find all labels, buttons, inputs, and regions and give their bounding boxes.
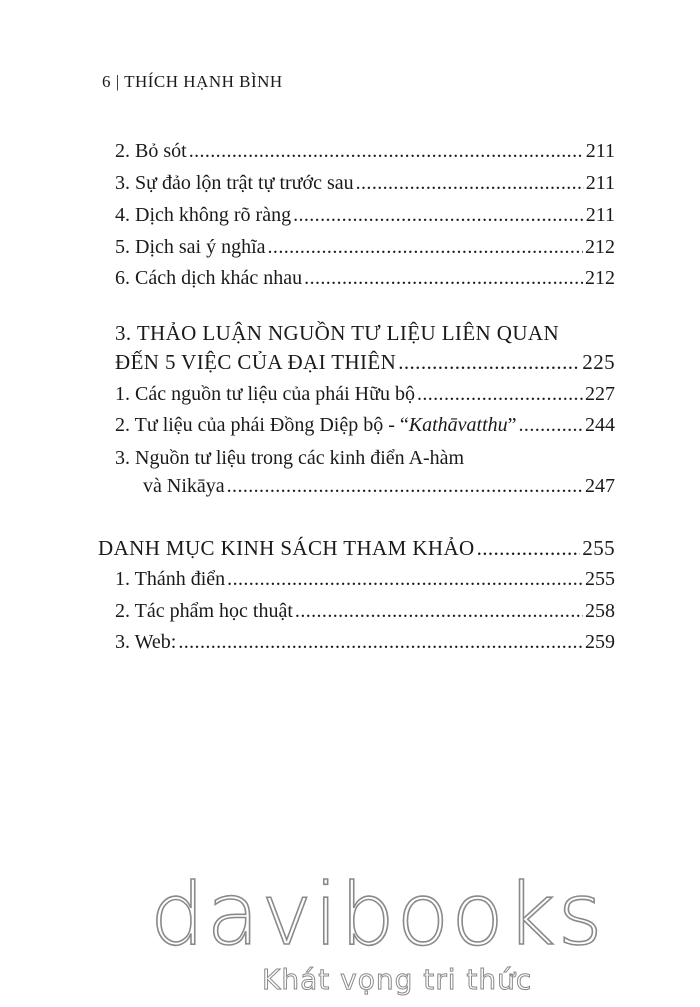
dot-leader bbox=[304, 266, 583, 290]
dot-leader bbox=[227, 567, 583, 591]
toc-entry-line1: 3. Nguồn tư liệu trong các kinh điển A-hàm bbox=[115, 447, 465, 469]
toc-section-entry bbox=[98, 536, 615, 560]
toc-entry bbox=[115, 203, 615, 227]
toc-entry-label: và Nikāya bbox=[143, 475, 225, 497]
header-author: THÍCH HẠNH BÌNH bbox=[124, 72, 283, 91]
toc-entry-label: 2. Tác phẩm học thuật bbox=[115, 600, 293, 622]
toc-entry-label: 3. Web: bbox=[115, 631, 177, 653]
toc-entry bbox=[115, 235, 615, 259]
toc-entry bbox=[115, 139, 615, 163]
toc-entry-page: 259 bbox=[585, 631, 615, 653]
section-title-line2: ĐẾN 5 VIỆC CỦA ĐẠI THIÊN bbox=[115, 350, 397, 374]
toc-entry bbox=[143, 474, 615, 498]
toc-entry-label: 1. Thánh điển bbox=[115, 568, 226, 590]
toc-entry-page: 255 bbox=[582, 536, 615, 560]
toc-entry-page: 258 bbox=[585, 600, 615, 622]
header-separator: | bbox=[115, 72, 120, 91]
label-suffix: ” bbox=[507, 414, 517, 436]
label-italic: Kathāvatthu bbox=[408, 414, 508, 436]
toc-entry-label: 2. Bỏ sót bbox=[115, 140, 187, 162]
toc-entry-page: 211 bbox=[585, 172, 615, 194]
toc-entry bbox=[115, 382, 615, 406]
toc-entry-page: 255 bbox=[585, 568, 615, 590]
dot-leader bbox=[268, 235, 583, 259]
dot-leader bbox=[477, 536, 581, 560]
toc-entry bbox=[115, 630, 615, 654]
toc-entry bbox=[115, 567, 615, 591]
toc-entry-label: 6. Cách dịch khác nhau bbox=[115, 267, 303, 289]
dot-leader bbox=[295, 599, 583, 623]
dot-leader bbox=[398, 350, 580, 374]
header-page-number: 6 bbox=[102, 72, 111, 91]
dot-leader bbox=[356, 171, 584, 195]
toc-entry bbox=[115, 413, 615, 437]
bibliography-title: DANH MỤC KINH SÁCH THAM KHẢO bbox=[98, 536, 475, 560]
toc-entry bbox=[115, 266, 615, 290]
toc-entry-label: 3. Sự đảo lộn trật tự trước sau bbox=[115, 172, 354, 194]
running-header bbox=[102, 72, 283, 92]
toc-section-entry bbox=[115, 350, 615, 374]
dot-leader bbox=[519, 413, 583, 437]
toc-entry-page: 211 bbox=[585, 204, 615, 226]
watermark-brand: davibooks bbox=[150, 865, 605, 965]
toc-entry-page: 212 bbox=[585, 236, 615, 258]
toc-entry-page: 227 bbox=[585, 383, 615, 405]
label-prefix: 2. Tư liệu của phái Đồng Diệp bộ - “ bbox=[115, 414, 409, 436]
toc-entry-page: 212 bbox=[585, 267, 615, 289]
toc-entry-page: 244 bbox=[585, 414, 615, 436]
toc-entry-label: 5. Dịch sai ý nghĩa bbox=[115, 236, 266, 258]
toc-entry-label bbox=[115, 413, 517, 437]
watermark-slogan: Khát vọng tri thức bbox=[262, 963, 533, 996]
toc-entry-page: 211 bbox=[585, 140, 615, 162]
dot-leader bbox=[178, 630, 583, 654]
toc-entry-page: 247 bbox=[585, 475, 615, 497]
section-title-line1: 3. THẢO LUẬN NGUỒN TƯ LIỆU LIÊN QUAN bbox=[115, 321, 560, 345]
toc-entry-label: 4. Dịch không rõ ràng bbox=[115, 204, 292, 226]
toc-entry bbox=[115, 171, 615, 195]
dot-leader bbox=[189, 139, 584, 163]
dot-leader bbox=[417, 382, 583, 406]
toc-entry-label: 1. Các nguồn tư liệu của phái Hữu bộ bbox=[115, 383, 415, 405]
dot-leader bbox=[227, 474, 583, 498]
toc-entry bbox=[115, 599, 615, 623]
toc-entry-page: 225 bbox=[582, 350, 615, 374]
dot-leader bbox=[293, 203, 584, 227]
